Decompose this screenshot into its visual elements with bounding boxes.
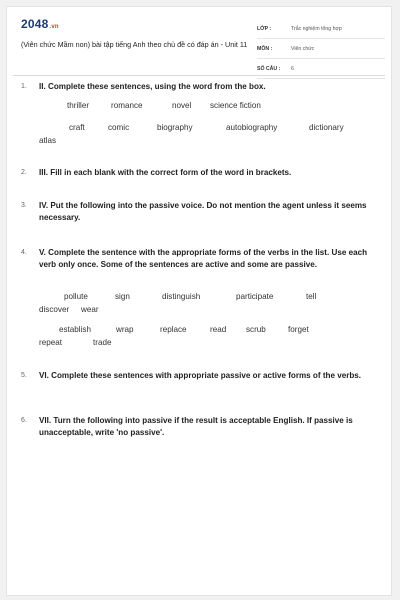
logo-text: 2048 bbox=[21, 17, 49, 31]
question-number: 5. bbox=[21, 372, 27, 379]
word-box-item: participate bbox=[236, 292, 274, 301]
word-box-item: comic bbox=[108, 123, 130, 132]
site-logo[interactable] bbox=[21, 17, 59, 31]
document-meta bbox=[257, 19, 385, 79]
word-box-item: wrap bbox=[116, 325, 134, 334]
word-box-item: trade bbox=[93, 338, 112, 347]
word-box-item: discover bbox=[39, 305, 70, 314]
word-box-item: sign bbox=[115, 292, 130, 301]
meta-subject-row bbox=[257, 39, 385, 59]
word-box-item: autobiography bbox=[226, 123, 278, 132]
word-box-item: science fiction bbox=[210, 101, 261, 110]
question-text: IV. Put the following into the passive voice. Do not mention the agent unless it seems necessary. bbox=[39, 201, 367, 222]
word-box-item: scrub bbox=[246, 325, 266, 334]
word-box-item: novel bbox=[172, 101, 192, 110]
question-text: VI. Complete these sentences with appropriate passive or active forms of the verbs. bbox=[39, 371, 362, 380]
header-divider bbox=[13, 75, 385, 76]
word-box-item: wear bbox=[81, 305, 99, 314]
meta-count-label: SỐ CÂU : bbox=[257, 65, 281, 72]
question-text: V. Complete the sentence with the appropriate forms of the verbs in the list. Use each verb only once. Some of the sentences are active and some are passive. bbox=[39, 248, 368, 269]
word-box-item: thriller bbox=[67, 101, 90, 110]
meta-subject-label: MÔN : bbox=[257, 45, 273, 52]
word-box-item: dictionary bbox=[309, 123, 344, 132]
question-number: 3. bbox=[21, 202, 27, 209]
word-box-item: pollute bbox=[64, 292, 88, 301]
question-text: II. Complete these sentences, using the word from the box. bbox=[39, 82, 266, 91]
question-text: VII. Turn the following into passive if the result is acceptable English. If passive is unacceptable, write 'no passive'. bbox=[39, 416, 353, 437]
meta-subject-value: Viên chức bbox=[291, 45, 315, 52]
meta-count-row bbox=[257, 59, 385, 79]
word-box-item: replace bbox=[160, 325, 187, 334]
logo-suffix: .vn bbox=[49, 24, 59, 30]
meta-class-row bbox=[257, 19, 385, 39]
word-box-item: craft bbox=[69, 123, 85, 132]
question-number: 6. bbox=[21, 417, 27, 424]
meta-class-value: Trắc nghiệm tổng hợp bbox=[291, 25, 342, 32]
word-box-item: tell bbox=[306, 292, 317, 301]
document-title: (Viên chức Mầm non) bài tập tiếng Anh theo chủ đề có đáp án - Unit 11 bbox=[21, 40, 248, 49]
document-page bbox=[6, 6, 392, 596]
question-text: III. Fill in each blank with the correct form of the word in brackets. bbox=[39, 168, 292, 177]
word-box-item: establish bbox=[59, 325, 91, 334]
question-number: 1. bbox=[21, 83, 27, 90]
word-box-item: biography bbox=[157, 123, 193, 132]
meta-class-label: LỚP : bbox=[257, 25, 272, 32]
word-box-item: read bbox=[210, 325, 227, 334]
question-number: 2. bbox=[21, 169, 27, 176]
word-box-item: repeat bbox=[39, 338, 62, 347]
document-header bbox=[7, 7, 391, 75]
word-box-item: atlas bbox=[39, 136, 57, 145]
question-number: 4. bbox=[21, 249, 27, 256]
meta-count-value: 6 bbox=[291, 65, 294, 72]
word-box-item: distinguish bbox=[162, 292, 201, 301]
word-box-item: forget bbox=[288, 325, 309, 334]
word-box-item: romance bbox=[111, 101, 143, 110]
